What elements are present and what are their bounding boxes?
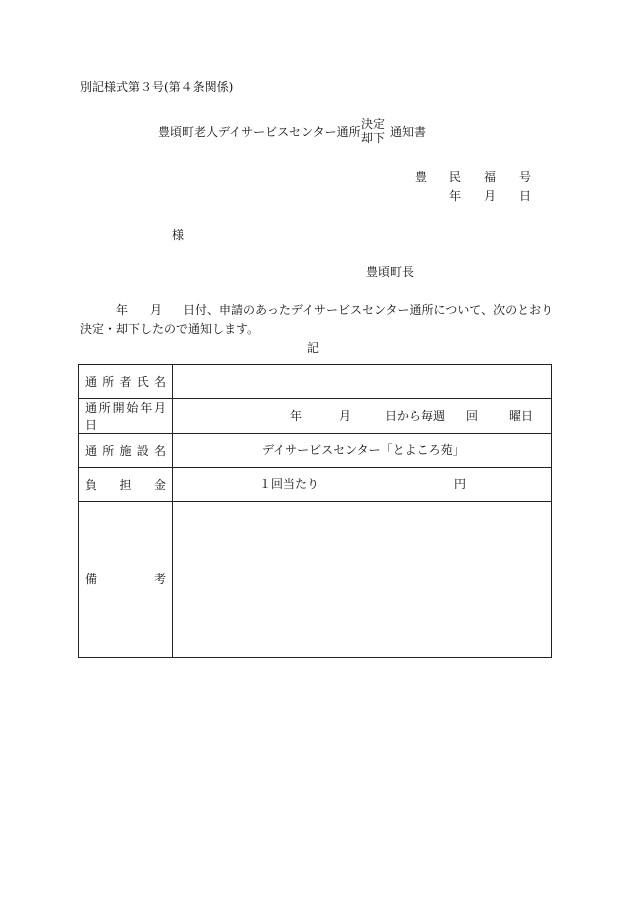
body-text-line2: 決定・却下したので通知します。: [80, 322, 260, 336]
ref-char-3: 福: [484, 170, 497, 184]
ref-char-1: 豊: [415, 170, 428, 184]
remarks-label-cell: [79, 502, 173, 658]
ref-char-4: 号: [519, 170, 532, 184]
fee-label: 負 担 金: [85, 478, 166, 492]
form-number: 別記様式第３号(第４条関係): [80, 80, 234, 94]
table-row-facility: [79, 434, 552, 468]
issue-date-month: 月: [484, 189, 497, 203]
ref-char-2: 民: [449, 170, 462, 184]
facility-value-cell: [173, 434, 552, 468]
facility-value: デイサービスセンター「とよころ苑」: [262, 443, 465, 457]
table-row-name: [79, 365, 552, 399]
facility-label: 通 所 施 設 名: [85, 444, 166, 458]
title-option-decide: 決定: [361, 117, 386, 131]
body-month: 月: [150, 303, 163, 317]
start-date-label-cell: [79, 399, 173, 434]
issue-date: [413, 189, 533, 204]
start-times: 回: [466, 408, 479, 423]
body-year: 年: [116, 303, 129, 317]
start-month: 月: [339, 408, 352, 423]
detail-table: [78, 364, 552, 658]
note-heading: 記: [307, 341, 320, 355]
remarks-label: 備 考: [85, 572, 166, 586]
title-suffix: 通知書: [390, 125, 427, 139]
remarks-value-cell[interactable]: [173, 502, 552, 658]
fee-label-cell: [79, 468, 173, 502]
title-prefix: 豊頃町老人デイサービスセンター通所: [158, 125, 361, 139]
body-text-line1: [80, 303, 554, 318]
title-decision-options: [361, 117, 385, 145]
table-row-remarks: [79, 502, 552, 658]
fee-unit: 円: [454, 477, 467, 491]
name-label-cell: [79, 365, 173, 399]
table-row-start-date: [79, 399, 552, 434]
start-year: 年: [290, 408, 303, 423]
start-day-text: 日から毎週: [385, 408, 446, 423]
facility-label-cell: [79, 434, 173, 468]
start-date-value-cell[interactable]: [173, 399, 552, 434]
fee-value-cell[interactable]: [173, 468, 552, 502]
name-value-cell[interactable]: [173, 365, 552, 399]
body-text: 日付、申請のあったデイサービスセンター通所について、次のとおり: [183, 303, 554, 317]
issuer-name: 豊頃町長: [366, 265, 415, 279]
issue-date-year: 年: [449, 189, 462, 203]
fee-per-visit: １回当たり: [259, 477, 320, 491]
document-reference-number: [413, 170, 533, 185]
name-label: 通 所 者 氏 名: [85, 375, 166, 389]
issue-date-day: 日: [519, 189, 532, 203]
table-row-fee: [79, 468, 552, 502]
title-option-reject: 却下: [361, 131, 386, 145]
addressee-honorific: 様: [172, 228, 185, 242]
start-weekday: 曜日: [509, 408, 534, 423]
start-date-label: 通所開始年月日: [85, 401, 166, 432]
